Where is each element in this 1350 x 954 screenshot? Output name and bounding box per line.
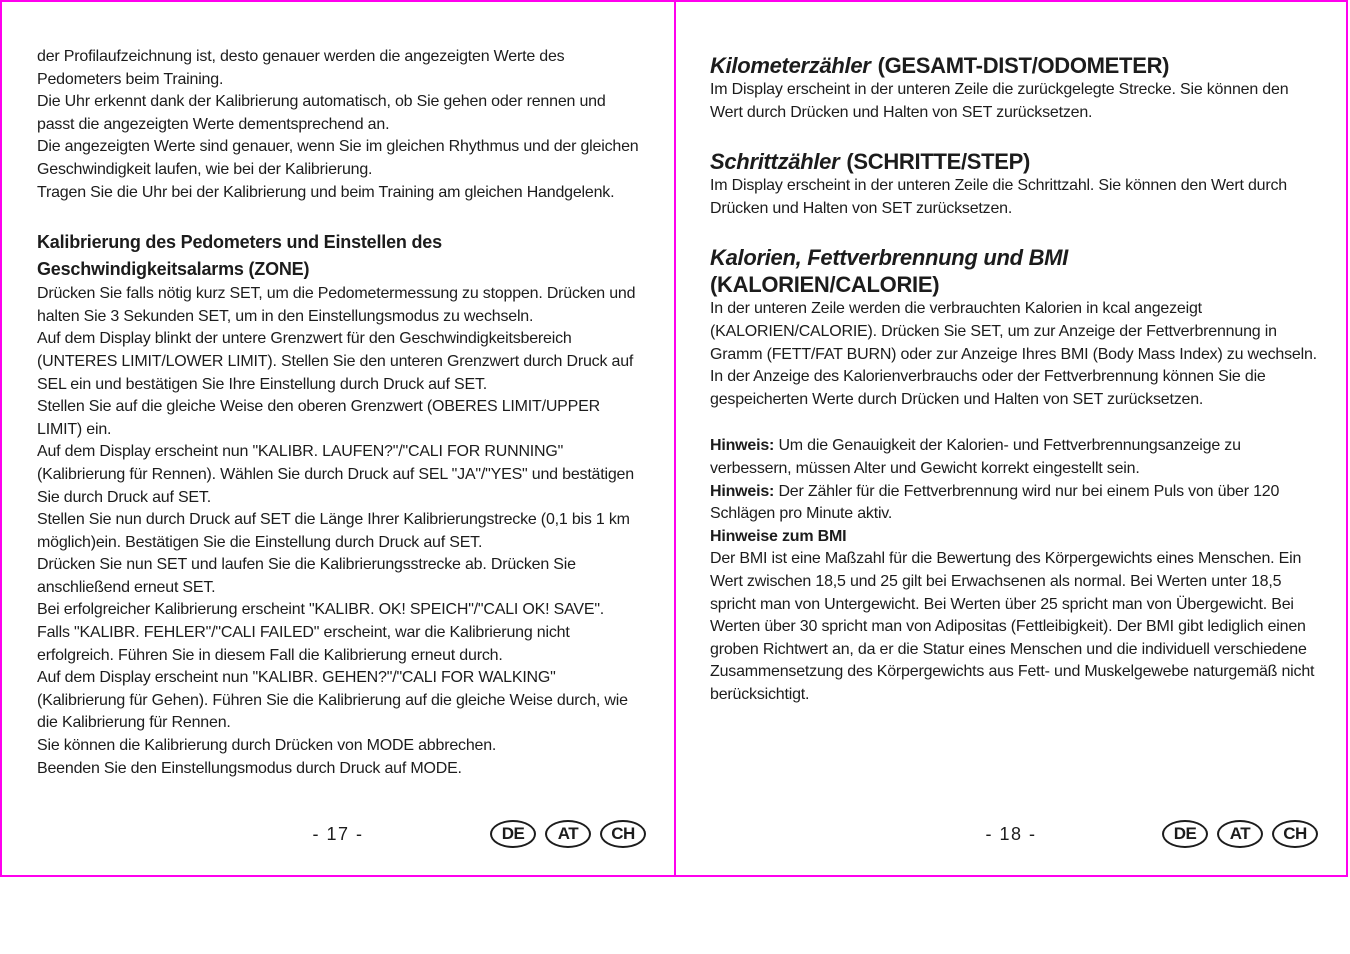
country-badge-ch: CH <box>1272 820 1318 848</box>
paragraph: Drücken Sie falls nötig kurz SET, um die Pedometermessung zu stoppen. Drücken und halten Sie 3 Sekunden SET, um in den Einstellungsmodus zu wechseln. <box>37 285 636 325</box>
bmi-notes-body: Der BMI ist eine Maßzahl für die Bewertung des Körpergewichts eines Menschen. Ein Wert zwischen 18,5 und 25 gilt bei Erwachsenen als normal. Bei Werten unter 18,5 spricht man von Untergewicht. Bei Werten über 25 spricht man von Übergewicht. Bei Werten über 30 spricht man von Adipositas (Fettleibigkeit). Der BMI gibt lediglich einen groben Richtwert an, da er die Statur eines Menschen und die individuell verschiedene Zusammensetzung des Körpergewichts aus Fett- und Muskelgewebe naturgemäß nicht berücksichtigt. <box>710 550 1315 703</box>
section-heading-zone: Kalibrierung des Pedometers und Einstellen des Geschwindigkeitsalarms (ZONE) <box>37 232 442 280</box>
paragraph: Auf dem Display erscheint nun "KALIBR. LAUFEN?"/"CALI FOR RUNNING" (Kalibrierung für Rennen). Wählen Sie durch Druck auf SEL "JA"/"YES" und bestätigen Sie durch Druck auf SET. <box>37 443 634 506</box>
heading-italic-part: Kilometerzähler <box>710 53 871 78</box>
page-footer <box>2 820 674 860</box>
note-label: Hinweis: <box>710 437 775 455</box>
page-number: - 17 - <box>312 824 364 844</box>
heading-caps-part: (SCHRITTE/STEP) <box>846 149 1031 175</box>
section-steps <box>710 148 1320 220</box>
paragraph: Im Display erscheint in der unteren Zeile die zurückgelegte Strecke. Sie können den Wert durch Drücken und Halten von SET zurücksetzen. <box>710 81 1289 121</box>
paragraph: Bei erfolgreicher Kalibrierung erscheint "KALIBR. OK! SPEICH"/"CALI OK! SAVE". Falls "KALIBR. FEHLER"/"CALI FAILED" erscheint, war die Kalibrierung nicht erfolgreich. Führen Sie in diesem Fall die Kalibrierung erneut durch. <box>37 601 605 664</box>
page-18-content <box>710 52 1320 706</box>
paragraph: Tragen Sie die Uhr bei der Kalibrierung und beim Training am gleichen Handgelenk. <box>37 183 615 201</box>
country-badges <box>490 820 646 848</box>
section-heading <box>710 244 1320 298</box>
heading-italic-part: Schrittzähler <box>710 149 840 175</box>
country-badge-ch: CH <box>600 820 646 848</box>
heading-caps-part: (GESAMT-DIST/ODOMETER) <box>877 53 1170 78</box>
paragraph: Drücken Sie nun SET und laufen Sie die Kalibrierungsstrecke ab. Drücken Sie anschließend erneut SET. <box>37 556 576 596</box>
paragraph: Stellen Sie nun durch Druck auf SET die Länge Ihrer Kalibrierungstrecke (0,1 bis 1 km möglich)ein. Bestätigen Sie die Einstellung durch Druck auf SET. <box>37 511 630 551</box>
paragraph: Auf dem Display blinkt der untere Grenzwert für den Geschwindigkeitsbereich (UNTERES LIMIT/LOWER LIMIT). Stellen Sie den unteren Grenzwert durch Druck auf SEL ein und bestätigen Sie Ihre Einstellung durch Druck auf SET. <box>37 330 634 393</box>
paragraph: Die Uhr erkennt dank der Kalibrierung automatisch, ob Sie gehen oder rennen und passt die angezeigten Werte dementsprechend an. <box>37 93 606 133</box>
note-text: Der Zähler für die Fettverbrennung wird nur bei einem Puls von über 120 Schlägen pro Minute aktiv. <box>710 482 1280 523</box>
paragraph: Sie können die Kalibrierung durch Drücken von MODE abbrechen. <box>37 737 497 755</box>
page-footer <box>676 820 1346 860</box>
page-17 <box>2 2 674 875</box>
page-number: - 18 - <box>985 824 1037 844</box>
section-calories-bmi <box>710 244 1320 411</box>
page-17-content <box>37 46 640 780</box>
country-badge-de: DE <box>1162 820 1208 848</box>
paragraph: Im Display erscheint in der unteren Zeile die Schrittzahl. Sie können den Wert durch Drücken und Halten von SET zurücksetzen. <box>710 177 1287 217</box>
heading-caps-part: (KALORIEN/CALORIE) <box>710 272 940 298</box>
paragraph: In der unteren Zeile werden die verbrauchten Kalorien in kcal angezeigt (KALORIEN/CALORIE). Drücken Sie SET, um zur Anzeige der Fettverbrennung in Gramm (FETT/FAT BURN) oder zur Anzeige Ihres BMI (Body Mass Index) zu wechseln. In der Anzeige des Kalorienverbrauchs oder der Fettverbrennung können Sie die gespeicherten Werte durch Drücken und Halten von SET zurücksetzen. <box>710 300 1317 408</box>
paragraph: Beenden Sie den Einstellungsmodus durch Druck auf MODE. <box>37 759 462 777</box>
paragraph: der Profilaufzeichnung ist, desto genauer werden die angezeigten Werte des Pedometers beim Training. <box>37 48 565 88</box>
note-accuracy <box>710 435 1320 480</box>
bmi-notes-heading: Hinweise zum BMI <box>710 527 847 545</box>
section-heading <box>710 148 1320 175</box>
country-badge-at: AT <box>1217 820 1263 848</box>
page-18 <box>674 2 1346 875</box>
heading-italic-part: Kalorien, Fettverbrennung und BMI <box>710 245 1068 271</box>
paragraph: Die angezeigten Werte sind genauer, wenn Sie im gleichen Rhythmus und der gleichen Geschwindigkeit laufen, wie bei der Kalibrierung. <box>37 138 639 178</box>
country-badges <box>1162 820 1318 848</box>
note-text: Um die Genauigkeit der Kalorien- und Fettverbrennungsanzeige zu verbessern, müssen Alter und Gewicht korrekt eingestellt sein. <box>710 437 1241 477</box>
paragraph: Stellen Sie auf die gleiche Weise den oberen Grenzwert (OBERES LIMIT/UPPER LIMIT) ein. <box>37 398 600 438</box>
country-badge-at: AT <box>545 820 591 848</box>
section-heading <box>710 52 1320 79</box>
country-badge-de: DE <box>490 820 536 848</box>
paragraph: Auf dem Display erscheint nun "KALIBR. GEHEN?"/"CALI FOR WALKING" (Kalibrierung für Gehen). Führen Sie die Kalibrierung auf die gleiche Weise durch, wie die Kalibrierung für Rennen. <box>37 669 628 732</box>
note-label: Hinweis: <box>710 482 775 500</box>
note-fatburn-pulse <box>710 481 1320 526</box>
section-odometer <box>710 52 1320 124</box>
